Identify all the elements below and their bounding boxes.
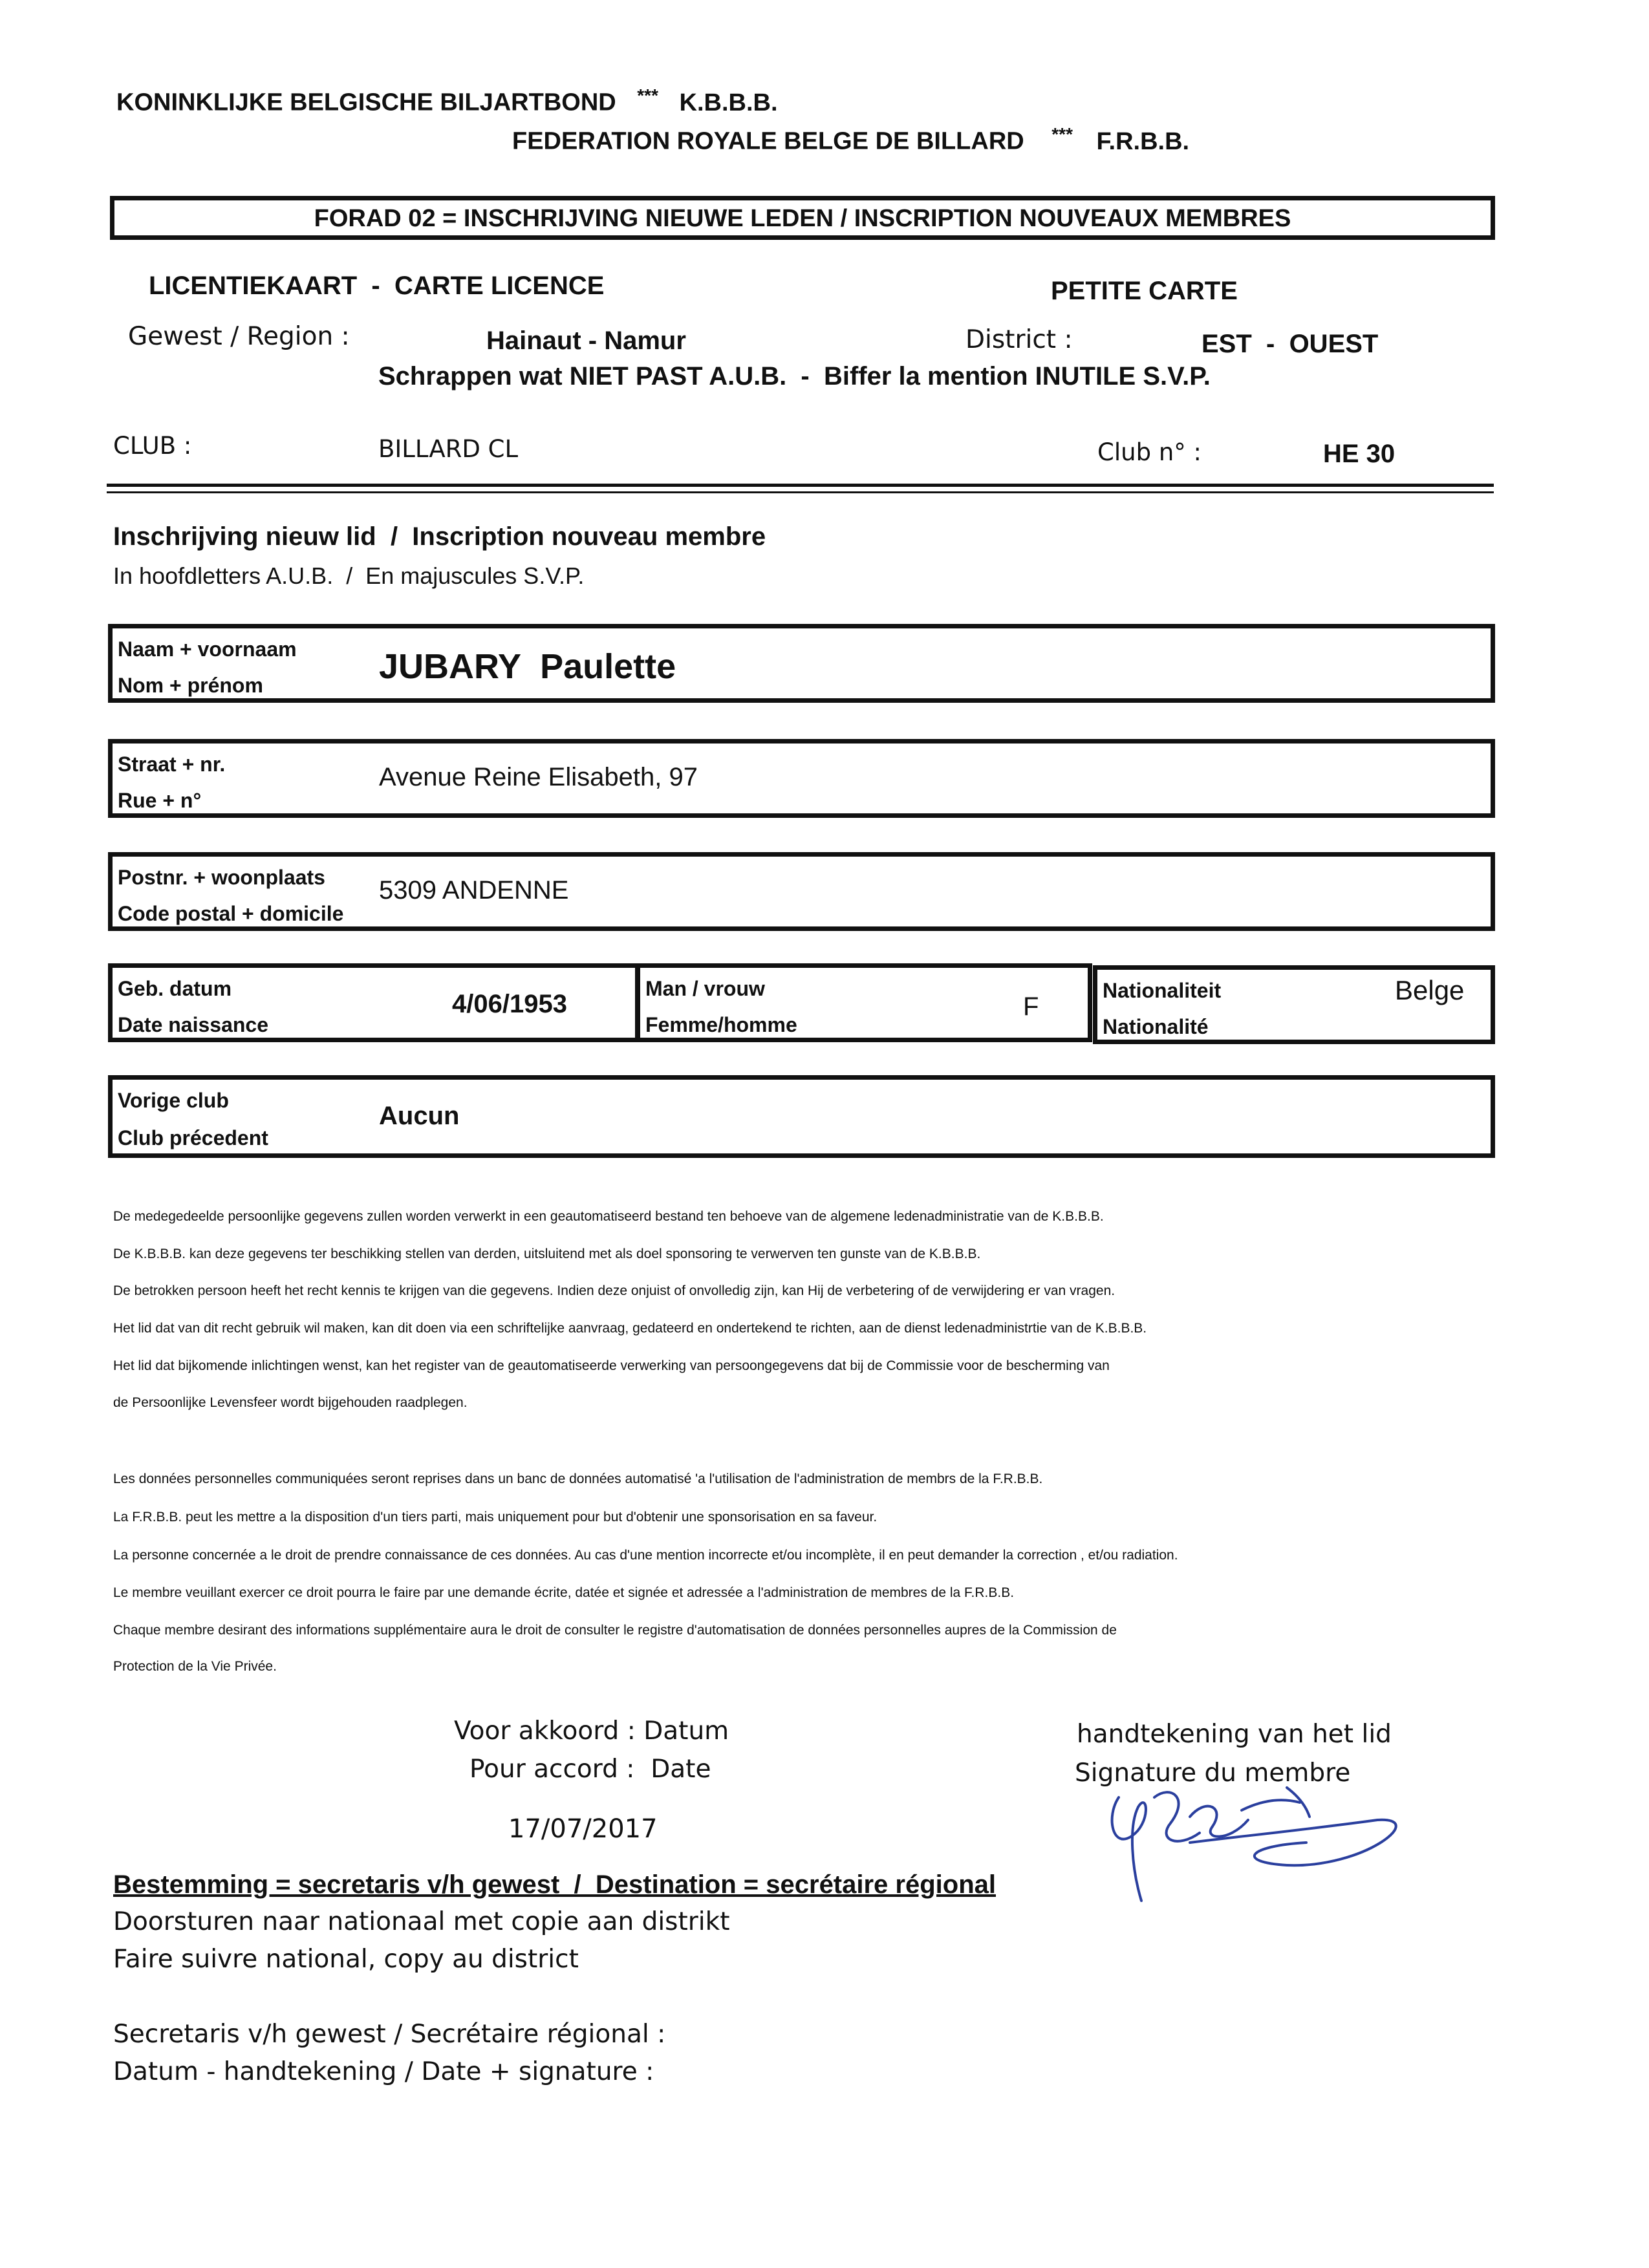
destination-line-2: Faire suivre national, copy au district (113, 1945, 579, 1974)
name-label-fr: Nom + prénom (118, 674, 263, 697)
gender-value: F (1023, 992, 1039, 1021)
street-label-nl: Straat + nr. (118, 753, 226, 776)
nationality-label-nl: Nationaliteit (1103, 979, 1222, 1002)
privacy-nl-line: Het lid dat van dit recht gebruik wil maken, kan dit doen via een schriftelijke aanvraag, gedateerd en ondertekend te richten, aan de dienst ledenadministrtie van de K.B.B.B. (113, 1321, 1147, 1336)
postal-field-box[interactable] (108, 852, 1495, 931)
postal-label-fr: Code postal + domicile (118, 902, 344, 925)
club-name: BILLARD CL (378, 435, 519, 463)
street-field-box[interactable] (108, 739, 1495, 818)
form-title-box (110, 196, 1495, 240)
new-member-subtitle: In hoofdletters A.U.B. / En majuscules S.V.P. (113, 562, 585, 589)
gender-box[interactable] (636, 963, 1092, 1042)
region-value: Hainaut - Namur (486, 326, 686, 355)
prev-club-label-nl: Vorige club (118, 1089, 229, 1112)
agreement-date-label-fr: Pour accord : Date (469, 1755, 711, 1784)
district-value: EST - OUEST (1202, 330, 1379, 358)
header-line-2 (512, 124, 1189, 156)
birth-value: 4/06/1953 (452, 990, 567, 1018)
divider-thin (107, 491, 1494, 493)
petite-carte: PETITE CARTE (1051, 277, 1238, 305)
birth-label-nl: Geb. datum (118, 977, 232, 1000)
postal-value: 5309 ANDENNE (379, 876, 569, 904)
club-number-value: HE 30 (1323, 440, 1396, 468)
header-org-fr: FEDERATION ROYALE BELGE DE BILLARD (512, 127, 1024, 155)
privacy-fr-line: Les données personnelles communiquées seront reprises dans un banc de données automatisé 'a l'utilisation de l'administration de membrs de la F.R.B.B. (113, 1471, 1043, 1486)
privacy-nl-line: De medegedeelde persoonlijke gegevens zullen worden verwerkt in een geautomatiseerd bestand ten behoeve van de algemene ledenadministratie van de K.B.B.B. (113, 1209, 1104, 1224)
destination-line-1: Doorsturen naar nationaal met copie aan distrikt (113, 1907, 730, 1936)
club-label: CLUB : (113, 432, 192, 460)
nationality-box[interactable] (1093, 965, 1495, 1044)
header-stars-2: *** (1051, 124, 1073, 144)
privacy-fr-line: Chaque membre desirant des informations supplémentaire aura le droit de consulter le registre d'automatisation de données personnelles aupres de la Commission de (113, 1623, 1117, 1638)
club-number-label: Club n° : (1097, 438, 1202, 466)
date-signature-label: Datum - handtekening / Date + signature : (113, 2057, 654, 2086)
header-org-nl: KONINKLIJKE BELGISCHE BILJARTBOND (116, 89, 616, 116)
privacy-nl-line: de Persoonlijke Levensfeer wordt bijgehouden raadplegen. (113, 1395, 468, 1410)
signature-label-nl: handtekening van het lid (1077, 1720, 1392, 1749)
birth-date-box[interactable] (108, 963, 640, 1042)
gender-label-fr: Femme/homme (645, 1013, 797, 1036)
agreement-date-value: 17/07/2017 (508, 1814, 658, 1844)
header-abbr-kbbb: K.B.B.B. (679, 89, 778, 116)
header-abbr-frbb: F.R.B.B. (1096, 127, 1190, 155)
privacy-nl-line: Het lid dat bijkomende inlichtingen wenst, kan het register van de geautomatiseerde verwerking van persoongegevens dat bij de Commissie voor de bescherming van (113, 1358, 1110, 1373)
prev-club-value: Aucun (379, 1102, 460, 1130)
postal-label-nl: Postnr. + woonplaats (118, 866, 325, 889)
member-signature (1093, 1771, 1410, 1910)
street-label-fr: Rue + n° (118, 789, 202, 812)
street-value: Avenue Reine Elisabeth, 97 (379, 763, 698, 791)
secretary-label: Secretaris v/h gewest / Secrétaire régional : (113, 2020, 666, 2049)
privacy-fr-line: Le membre veuillant exercer ce droit pourra le faire par une demande écrite, datée et signée et adressée a l'administration de membres de la F.R.B.B. (113, 1585, 1015, 1600)
header-line-1 (116, 85, 778, 117)
signature-label-fr: Signature du membre (1075, 1759, 1351, 1788)
strike-instruction: Schrappen wat NIET PAST A.U.B. - Biffer la mention INUTILE S.V.P. (378, 362, 1211, 390)
header-stars-1: *** (637, 85, 658, 105)
name-label-nl: Naam + voornaam (118, 637, 297, 661)
privacy-fr-line: La personne concernée a le droit de prendre connaissance de ces données. Au cas d'une mention incorrecte et/ou incomplète, il en peut demander la correction , et/ou radiation. (113, 1548, 1178, 1563)
privacy-nl-line: De K.B.B.B. kan deze gegevens ter beschikking stellen van derden, uitsluitend met als doel sponsoring te verwerven ten gunste van de K.B.B.B. (113, 1246, 981, 1261)
agreement-date-label-nl: Voor akkoord : Datum (454, 1717, 729, 1746)
region-label: Gewest / Region : (128, 322, 350, 351)
new-member-title: Inschrijving nieuw lid / Inscription nouveau membre (113, 522, 766, 551)
nationality-label-fr: Nationalité (1103, 1015, 1209, 1038)
gender-label-nl: Man / vrouw (645, 977, 765, 1000)
destination-title: Bestemming = secretaris v/h gewest / Destination = secrétaire régional (113, 1870, 996, 1899)
privacy-fr-line: Protection de la Vie Privée. (113, 1659, 277, 1674)
previous-club-box[interactable] (108, 1075, 1495, 1158)
divider-thick (107, 484, 1494, 487)
nationality-value: Belge (1395, 975, 1465, 1005)
birth-label-fr: Date naissance (118, 1013, 269, 1036)
prev-club-label-fr: Club précedent (118, 1126, 268, 1150)
privacy-fr-line: La F.R.B.B. peut les mettre a la disposition d'un tiers parti, mais uniquement pour but d'obtenir une sponsorisation en sa faveur. (113, 1510, 878, 1524)
privacy-nl-line: De betrokken persoon heeft het recht kennis te krijgen van die gegevens. Indien deze onjuist of onvolledig zijn, kan Hij de verbetering of de verwijdering er van vragen. (113, 1283, 1116, 1298)
form-title: FORAD 02 = INSCHRIJVING NIEUWE LEDEN / INSCRIPTION NOUVEAUX MEMBRES (314, 205, 1291, 232)
licence-card-type: LICENTIEKAART - CARTE LICENCE (149, 272, 605, 300)
district-label: District : (965, 325, 1073, 354)
name-field-box[interactable] (108, 624, 1495, 703)
name-value: JUBARY Paulette (379, 647, 676, 686)
